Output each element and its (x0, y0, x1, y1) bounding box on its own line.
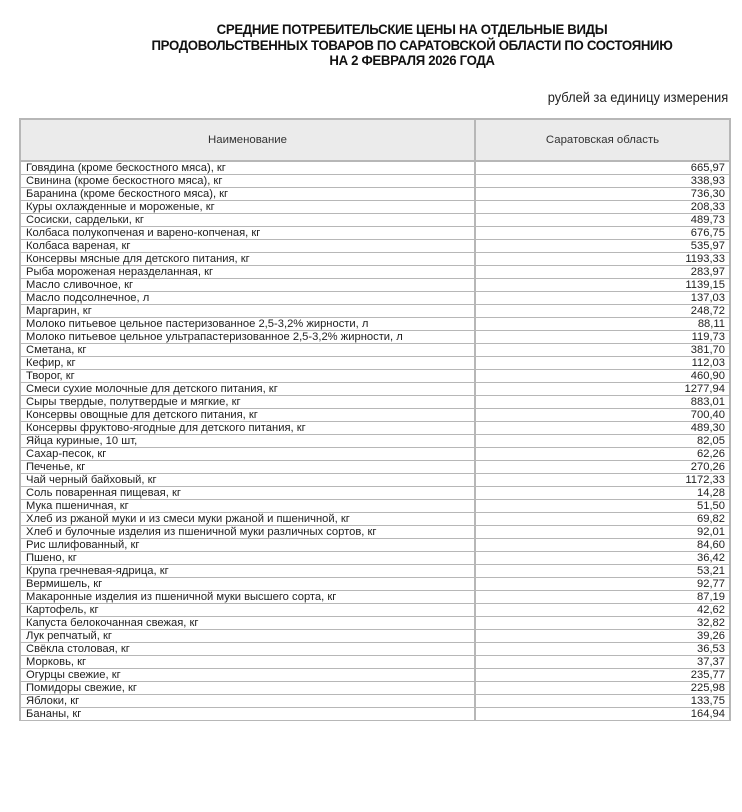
price-value-cell: 42,62 (475, 604, 730, 617)
product-name-cell: Творог, кг (20, 370, 475, 383)
price-value-cell: 53,21 (475, 565, 730, 578)
column-header-region: Саратовская область (475, 119, 730, 161)
table-row (20, 552, 730, 565)
product-name-cell: Вермишель, кг (20, 578, 475, 591)
price-value-cell: 133,75 (475, 695, 730, 708)
table-row (20, 474, 730, 487)
product-name-cell: Молоко питьевое цельное пастеризованное 2,5-3,2% жирности, л (20, 318, 475, 331)
table-header-row (20, 119, 730, 161)
price-value-cell: 489,30 (475, 422, 730, 435)
price-value-cell: 36,53 (475, 643, 730, 656)
product-name-cell: Соль поваренная пищевая, кг (20, 487, 475, 500)
product-name-cell: Консервы овощные для детского питания, кг (20, 409, 475, 422)
table-row (20, 656, 730, 669)
table-row (20, 383, 730, 396)
product-name-cell: Чай черный байховый, кг (20, 474, 475, 487)
product-name-cell: Маргарин, кг (20, 305, 475, 318)
product-name-cell: Мука пшеничная, кг (20, 500, 475, 513)
product-name-cell: Пшено, кг (20, 552, 475, 565)
table-row (20, 513, 730, 526)
product-name-cell: Сосиски, сардельки, кг (20, 214, 475, 227)
product-name-cell: Колбаса полукопченая и варено-копченая, кг (20, 227, 475, 240)
table-row (20, 669, 730, 682)
price-value-cell: 1172,33 (475, 474, 730, 487)
product-name-cell: Кефир, кг (20, 357, 475, 370)
title-line-1: СРЕДНИЕ ПОТРЕБИТЕЛЬСКИЕ ЦЕНЫ НА ОТДЕЛЬНЫЕ ВИДЫ (216, 22, 608, 38)
title-line-3: НА 2 ФЕВРАЛЯ 2026 ГОДА (329, 53, 495, 70)
price-value-cell: 88,11 (475, 318, 730, 331)
product-name-cell: Масло подсолнечное, л (20, 292, 475, 305)
price-value-cell: 283,97 (475, 266, 730, 279)
product-name-cell: Сахар-песок, кг (20, 448, 475, 461)
price-value-cell: 82,05 (475, 435, 730, 448)
price-value-cell: 270,26 (475, 461, 730, 474)
table-row (20, 487, 730, 500)
table-row (20, 318, 730, 331)
product-name-cell: Баранина (кроме бескостного мяса), кг (20, 188, 475, 201)
prices-table (19, 118, 731, 721)
product-name-cell: Масло сливочное, кг (20, 279, 475, 292)
table-row (20, 161, 730, 175)
table-body (20, 161, 730, 721)
units-note: рублей за единицу измерения (547, 89, 728, 105)
price-value-cell: 62,26 (475, 448, 730, 461)
price-value-cell: 92,01 (475, 526, 730, 539)
table-row (20, 370, 730, 383)
table-row (20, 396, 730, 409)
table-row (20, 266, 730, 279)
price-value-cell: 535,97 (475, 240, 730, 253)
table-row (20, 617, 730, 630)
product-name-cell: Сыры твердые, полутвердые и мягкие, кг (20, 396, 475, 409)
product-name-cell: Говядина (кроме бескостного мяса), кг (20, 161, 475, 175)
price-value-cell: 1193,33 (475, 253, 730, 266)
product-name-cell: Макаронные изделия из пшеничной муки высшего сорта, кг (20, 591, 475, 604)
price-value-cell: 225,98 (475, 682, 730, 695)
table-row (20, 565, 730, 578)
price-value-cell: 883,01 (475, 396, 730, 409)
table-row (20, 708, 730, 721)
price-value-cell: 208,33 (475, 201, 730, 214)
product-name-cell: Рис шлифованный, кг (20, 539, 475, 552)
price-value-cell: 665,97 (475, 161, 730, 175)
table-row (20, 253, 730, 266)
price-value-cell: 92,77 (475, 578, 730, 591)
table-row (20, 539, 730, 552)
price-value-cell: 460,90 (475, 370, 730, 383)
table-row (20, 435, 730, 448)
product-name-cell: Морковь, кг (20, 656, 475, 669)
price-value-cell: 700,40 (475, 409, 730, 422)
price-value-cell: 137,03 (475, 292, 730, 305)
product-name-cell: Яблоки, кг (20, 695, 475, 708)
table-row (20, 422, 730, 435)
table-row (20, 500, 730, 513)
product-name-cell: Свёкла столовая, кг (20, 643, 475, 656)
table-row (20, 591, 730, 604)
product-name-cell: Лук репчатый, кг (20, 630, 475, 643)
price-value-cell: 14,28 (475, 487, 730, 500)
table-row (20, 201, 730, 214)
product-name-cell: Консервы фруктово-ягодные для детского питания, кг (20, 422, 475, 435)
price-value-cell: 51,50 (475, 500, 730, 513)
product-name-cell: Свинина (кроме бескостного мяса), кг (20, 175, 475, 188)
product-name-cell: Крупа гречневая-ядрица, кг (20, 565, 475, 578)
price-value-cell: 248,72 (475, 305, 730, 318)
table-row (20, 292, 730, 305)
table-row (20, 695, 730, 708)
product-name-cell: Консервы мясные для детского питания, кг (20, 253, 475, 266)
table-row (20, 461, 730, 474)
product-name-cell: Молоко питьевое цельное ультрапастеризованное 2,5-3,2% жирности, л (20, 331, 475, 344)
product-name-cell: Помидоры свежие, кг (20, 682, 475, 695)
price-value-cell: 37,37 (475, 656, 730, 669)
table-row (20, 409, 730, 422)
price-value-cell: 489,73 (475, 214, 730, 227)
table-row (20, 331, 730, 344)
price-value-cell: 84,60 (475, 539, 730, 552)
price-value-cell: 736,30 (475, 188, 730, 201)
price-value-cell: 1277,94 (475, 383, 730, 396)
price-value-cell: 164,94 (475, 708, 730, 721)
price-value-cell: 69,82 (475, 513, 730, 526)
table-row (20, 526, 730, 539)
table-row (20, 188, 730, 201)
table-row (20, 604, 730, 617)
product-name-cell: Яйца куриные, 10 шт, (20, 435, 475, 448)
table-row (20, 175, 730, 188)
price-value-cell: 119,73 (475, 331, 730, 344)
table-row (20, 214, 730, 227)
price-value-cell: 1139,15 (475, 279, 730, 292)
price-value-cell: 39,26 (475, 630, 730, 643)
price-value-cell: 235,77 (475, 669, 730, 682)
title-line-2: ПРОДОВОЛЬСТВЕННЫХ ТОВАРОВ ПО САРАТОВСКОЙ ОБЛАСТИ ПО СОСТОЯНИЮ (151, 37, 673, 54)
table-row (20, 227, 730, 240)
table-row (20, 448, 730, 461)
product-name-cell: Рыба мороженая неразделанная, кг (20, 266, 475, 279)
product-name-cell: Хлеб из ржаной муки и из смеси муки ржаной и пшеничной, кг (20, 513, 475, 526)
price-value-cell: 676,75 (475, 227, 730, 240)
product-name-cell: Огурцы свежие, кг (20, 669, 475, 682)
table-row (20, 682, 730, 695)
product-name-cell: Сметана, кг (20, 344, 475, 357)
product-name-cell: Капуста белокочанная свежая, кг (20, 617, 475, 630)
price-value-cell: 36,42 (475, 552, 730, 565)
price-value-cell: 32,82 (475, 617, 730, 630)
product-name-cell: Картофель, кг (20, 604, 475, 617)
document-title (122, 23, 702, 70)
product-name-cell: Печенье, кг (20, 461, 475, 474)
table-row (20, 578, 730, 591)
price-value-cell: 338,93 (475, 175, 730, 188)
product-name-cell: Смеси сухие молочные для детского питания, кг (20, 383, 475, 396)
table-row (20, 630, 730, 643)
table-row (20, 344, 730, 357)
price-value-cell: 112,03 (475, 357, 730, 370)
price-value-cell: 87,19 (475, 591, 730, 604)
column-header-name: Наименование (20, 119, 475, 161)
table-row (20, 240, 730, 253)
product-name-cell: Колбаса вареная, кг (20, 240, 475, 253)
table-row (20, 279, 730, 292)
product-name-cell: Куры охлажденные и мороженые, кг (20, 201, 475, 214)
table-row (20, 643, 730, 656)
table-row (20, 357, 730, 370)
product-name-cell: Хлеб и булочные изделия из пшеничной муки различных сортов, кг (20, 526, 475, 539)
product-name-cell: Бананы, кг (20, 708, 475, 721)
price-value-cell: 381,70 (475, 344, 730, 357)
table-row (20, 305, 730, 318)
